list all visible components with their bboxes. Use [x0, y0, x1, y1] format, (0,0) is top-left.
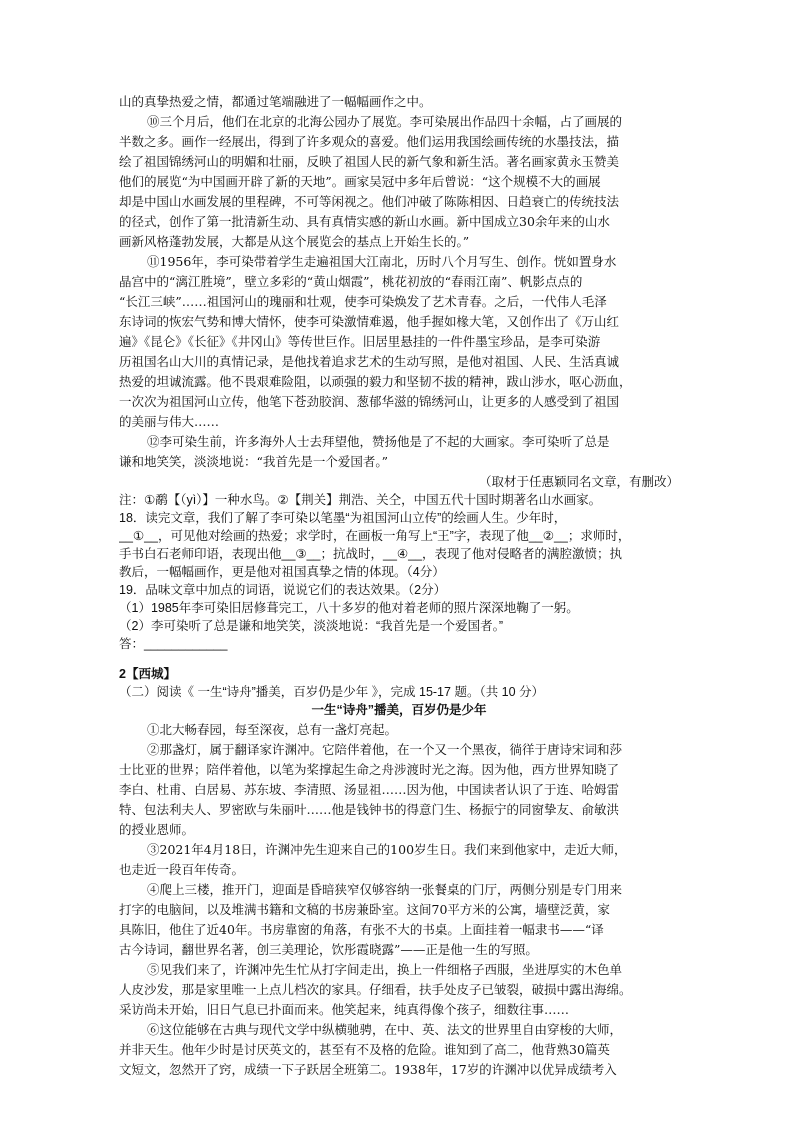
section-header: （二）阅读《 一生“诗舟”播美，百岁仍是少年 》，完成 15-17 题。（共 10 分）	[119, 685, 545, 699]
question-18-line: 手书白石老师印语，表现出他__③__；抗战时，__④__，表现了他对侵略者的满腔激愤；执	[119, 547, 623, 561]
passage2-paragraph-1: ①北大畅春园，每至深夜，总有一盏灯亮起。	[147, 722, 398, 737]
passage2-line: 古今诗词，翻世界名著，创三美理论，饮彤霞晓露”——正是他一生的写照。	[119, 942, 538, 957]
passage2-paragraph-6: ⑥这位能够在古典与现代文学中纵横驰骋，在中、英、法文的世界里自由穿梭的大师，	[147, 1022, 623, 1037]
passage1-line: 的径式，创作了第一批清新生动、具有真情实感的新山水画。新中国成立30余年来的山水	[119, 214, 610, 229]
source-note: （取材于任惠颖同名文章，有删改）	[478, 475, 679, 489]
passage2-paragraph-2: ②那盏灯，属于翻译家许渊冲。它陪伴着他，在一个又一个黑夜，徜徉于唐诗宋词和莎	[147, 742, 623, 757]
passage1-line: 一次次为祖国河山立传，他笔下苍劲胶润、葱郁华滋的锦绣河山，让更多的人感受到了祖国	[119, 394, 620, 409]
question-18: 18．读完文章，我们了解了李可染以笔墨“为祖国河山立传”的绘画人生。少年时，	[119, 511, 567, 525]
passage2-line: 特、包法利夫人、罗密欧与朱丽叶……他是钱钟书的得意门生、杨振宁的同窗挚友、俞敏洪	[119, 802, 620, 817]
footnotes: 注：①鹬【（yì）】一种水鸟。②【荆关】荆浩、关仝，中国五代十国时期著名山水画家。	[119, 493, 602, 507]
passage1-line: 热爱的坦诚流露。他不畏艰难险阻，以顽强的毅力和坚韧不拔的精神，跋山涉水，呕心沥血，	[119, 374, 632, 389]
passage1-line: 却是中国山水画发展的里程碑，不可等闲视之。他们冲破了陈陈相因、日趋衰亡的传统技法	[119, 194, 620, 209]
passage2-paragraph-4: ④爬上三楼，推开门，迎面是昏暗狭窄仅够容纳一张餐桌的门厅，两侧分别是专门用来	[147, 882, 623, 897]
passage1-line: 东诗词的恢宏气势和博大情怀，使李可染激情难遏，他手握如椽大笔，又创作出了《万山红	[119, 314, 620, 329]
passage1-paragraph-10: ⑩三个月后，他们在北京的北海公园办了展览。李可染展出作品四十余幅，占了画展的	[147, 114, 623, 129]
section-tag: 2【西城】	[119, 667, 176, 681]
passage2-paragraph-3: ③2021年4月18日，许渊冲先生迎来自己的100岁生日。我们来到他家中，走近大师，	[147, 842, 627, 857]
passage1-line: 历祖国名山大川的真情记录，是他找着追求艺术的生动写照，是他对祖国、人民、生活真诚	[119, 354, 620, 369]
passage2-line: 具陈旧，他住了近40年。书房靠窗的角落，有张不大的书桌。上面挂着一幅隶书——“译	[119, 922, 604, 937]
passage1-line: 画新风格蓬勃发展，大都是从这个展览会的基点上开始生长的。”	[119, 234, 470, 249]
answer-line: 答：____________	[119, 637, 228, 651]
passage1-line: “长江三峡”……祖国河山的瑰丽和壮观，使李可染焕发了艺术青春。之后，一代伟人毛泽	[119, 294, 607, 309]
passage2-line: 士比亚的世界；陪伴着他，以笔为桨撑起生命之舟涉渡时光之海。因为他，西方世界知晓了	[119, 762, 620, 777]
passage2-line: 并非天生。他年少时是讨厌英文的，甚至有不及格的危险。谁知到了高二，他背熟30篇英	[119, 1042, 610, 1057]
passage1-line: 的美丽与伟大……	[119, 414, 220, 429]
passage1-line: 晶宫中的“漓江胜境”，壁立多彩的“黄山烟霞”，桃花初放的“春雨江南”、帆影点点的	[119, 274, 583, 289]
passage1-line: 他们的展览“为中国画开辟了新的天地”。画家吴冠中多年后曾说：“这个规模不大的画展	[119, 174, 601, 189]
passage1-line: 绘了祖国锦绣河山的明媚和壮丽，反映了祖国人民的新气象和新生活。著名画家黄永玉赞美	[119, 154, 620, 169]
passage2-line: 李白、杜甫、白居易、苏东坡、李清照、汤显祖……因为他，中国读者认识了于连、哈姆雷	[119, 782, 620, 797]
passage1-line: 遍》《昆仑》《长征》《井冈山》等传世巨作。旧居里悬挂的一件件墨宝珍品，是李可染游	[119, 334, 601, 349]
question-19-item-1: （1）1985年李可染旧居修葺完工，八十多岁的他对着老师的照片深深地鞠了一躬。	[119, 601, 579, 615]
passage2-line: 采访尚未开始，旧日气息已扑面而来。他笑起来，纯真得像个孩子，细数往事……	[119, 1002, 570, 1017]
passage1-line: 半数之多。画作一经展出，得到了许多观众的喜爱。他们运用我国绘画传统的水墨技法，描	[119, 134, 620, 149]
passage1-line: 谦和地笑笑，淡淡地说：“我首先是一个爱国者。”	[119, 454, 389, 469]
passage2-line: 也走近一段百年传奇。	[119, 862, 245, 877]
question-18-line: __①__，可见他对绘画的热爱；求学时，在画板一角写上“王”字，表现了他__②__；求师时，	[119, 529, 631, 543]
passage1-paragraph-12: ⑫李可染生前，许多海外人士去拜望他，赞扬他是了不起的大画家。李可染听了总是	[147, 434, 610, 449]
question-18-line: 教后，一幅幅画作，更是他对祖国真挚之情的体现。（4分）	[119, 565, 445, 579]
passage1-line: 山的真挚热爱之情，都通过笔端融进了一幅幅画作之中。	[119, 94, 432, 109]
question-19-item-2: （2）李可染听了总是谦和地笑笑，淡淡地说：“我首先是一个爱国者。”	[119, 619, 504, 633]
passage2-paragraph-5: ⑤见我们来了，许渊冲先生忙从打字间走出，换上一件细格子西服，坐进厚实的木色单	[147, 962, 623, 977]
passage1-paragraph-11: ⑪1956年，李可染带着学生走遍祖国大江南北，历时八个月写生、创作。恍如置身水	[147, 254, 617, 269]
passage2-line: 人皮沙发，那是家里唯一上点儿档次的家具。仔细看，扶手处皮子已皱裂，破损中露出海绵。	[119, 982, 632, 997]
question-19: 19．品味文章中加点的词语，说说它们的表达效果。（2分）	[119, 583, 447, 597]
article-title: 一生“诗舟”播美，百岁仍是少年	[311, 703, 487, 717]
passage2-line: 的授业恩师。	[119, 822, 195, 837]
passage2-line: 打字的电脑间，以及堆满书籍和文稿的书房兼卧室。这间70平方米的公寓，墙壁泛黄，家	[119, 902, 610, 917]
passage2-line: 文短文，忽然开了窍，成绩一下子跃居全班第二。1938年，17岁的许渊冲以优异成绩考入	[119, 1062, 617, 1077]
